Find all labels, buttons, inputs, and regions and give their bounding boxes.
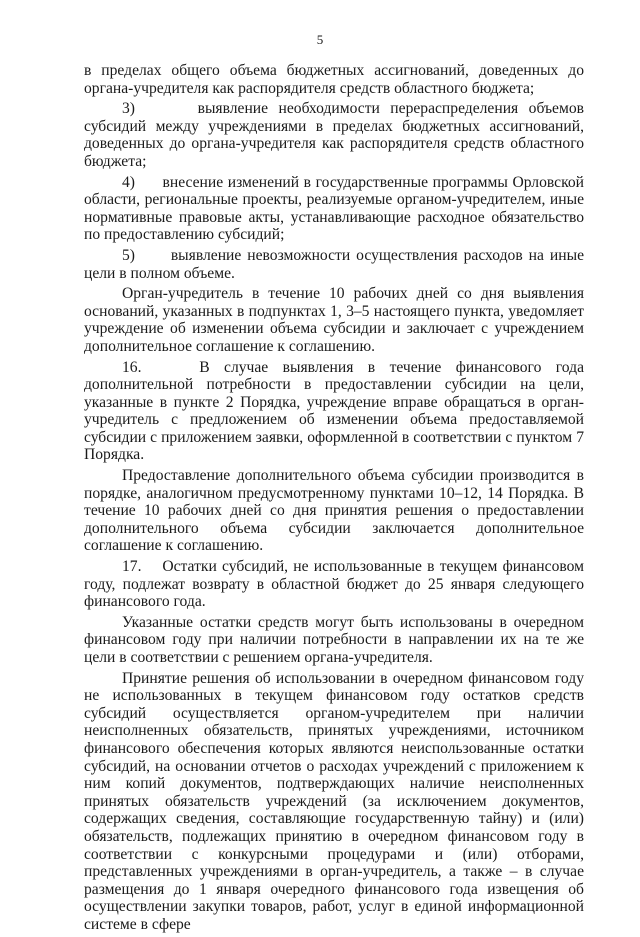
paragraph-additional-subsidy: Предоставление дополнительного объема субсидии производится в порядке, аналогичном предусмотренному пунктами 10–12, 14 Порядка. В течение 10 рабочих дней со дня принятия решения о предоставлении дополнительного объема субсидии заключается дополнительное соглашение к соглашению.: [84, 467, 584, 555]
clause-17: 17. Остатки субсидий, не использованные в текущем финансовом году, подлежат возврату в областной бюджет до 25 января следующего финансового года.: [84, 558, 584, 611]
paragraph-decision: Принятие решения об использовании в очередном финансовом году не использованных в текущем финансовом году остатков средств субсидий осуществляется органом-учредителем при наличии неисполненных обязательств, принятых учреждениями, источником финансового обеспечения которых являются неиспользованные остатки субсидий, на основании отчетов о расходах учреждений с приложением к ним копий документов, подтверждающих наличие неисполненных принятых обязательств учреждений (за исключением документов, содержащих сведения, составляющие государственную тайну) и (или) обязательств, подлежащих принятию в очередном финансовом году в соответствии с конкурсными процедурами и (или) отборами, представленных учреждениями в орган-учредитель, а также – в случае размещения до 1 января очередного финансового года извещения об осуществлении закупки товаров, работ, услуг в единой информационной системе в сфере: [84, 669, 584, 933]
page-number: 5: [316, 32, 324, 47]
list-item-5: 5) выявление невозможности осуществления расходов на иные цели в полном объеме.: [84, 246, 584, 282]
paragraph-remaining-funds: Указанные остатки средств могут быть использованы в очередном финансовом году при наличии потребности в направлении их на те же цели в соответствии с решением органа-учредителя.: [84, 613, 584, 666]
clause-16: 16. В случае выявления в течение финансового года дополнительной потребности в предоставлении субсидии на цели, указанные в пункте 2 Порядка, учреждение вправе обращаться в орган-учредитель с предложением об изменении объема предоставляемой субсидии с приложением заявки, оформленной в соответствии с пунктом 7 Порядка.: [84, 358, 584, 464]
list-item-3: 3) выявление необходимости перераспределения объемов субсидий между учреждениями в пределах бюджетных ассигнований, доведенных до органа-учредителя как распорядителя средств областного бюджета;: [84, 100, 584, 170]
document-body: [84, 62, 584, 937]
list-item-4: 4) внесение изменений в государственные программы Орловской области, региональные проекты, реализуемые органом-учредителем, иные нормативные правовые акты, устанавливающие расходное обязательство по предоставлению субсидий;: [84, 173, 584, 244]
paragraph-notification: Орган-учредитель в течение 10 рабочих дней со дня выявления оснований, указанных в подпунктах 1, 3–5 настоящего пункта, уведомляет учреждение об изменении объема субсидии и заключает с учреждением дополнительное соглашение к соглашению.: [84, 285, 584, 355]
paragraph-continuation: в пределах общего объема бюджетных ассигнований, доведенных до органа-учредителя как распорядителя средств областного бюджета;: [84, 62, 584, 97]
